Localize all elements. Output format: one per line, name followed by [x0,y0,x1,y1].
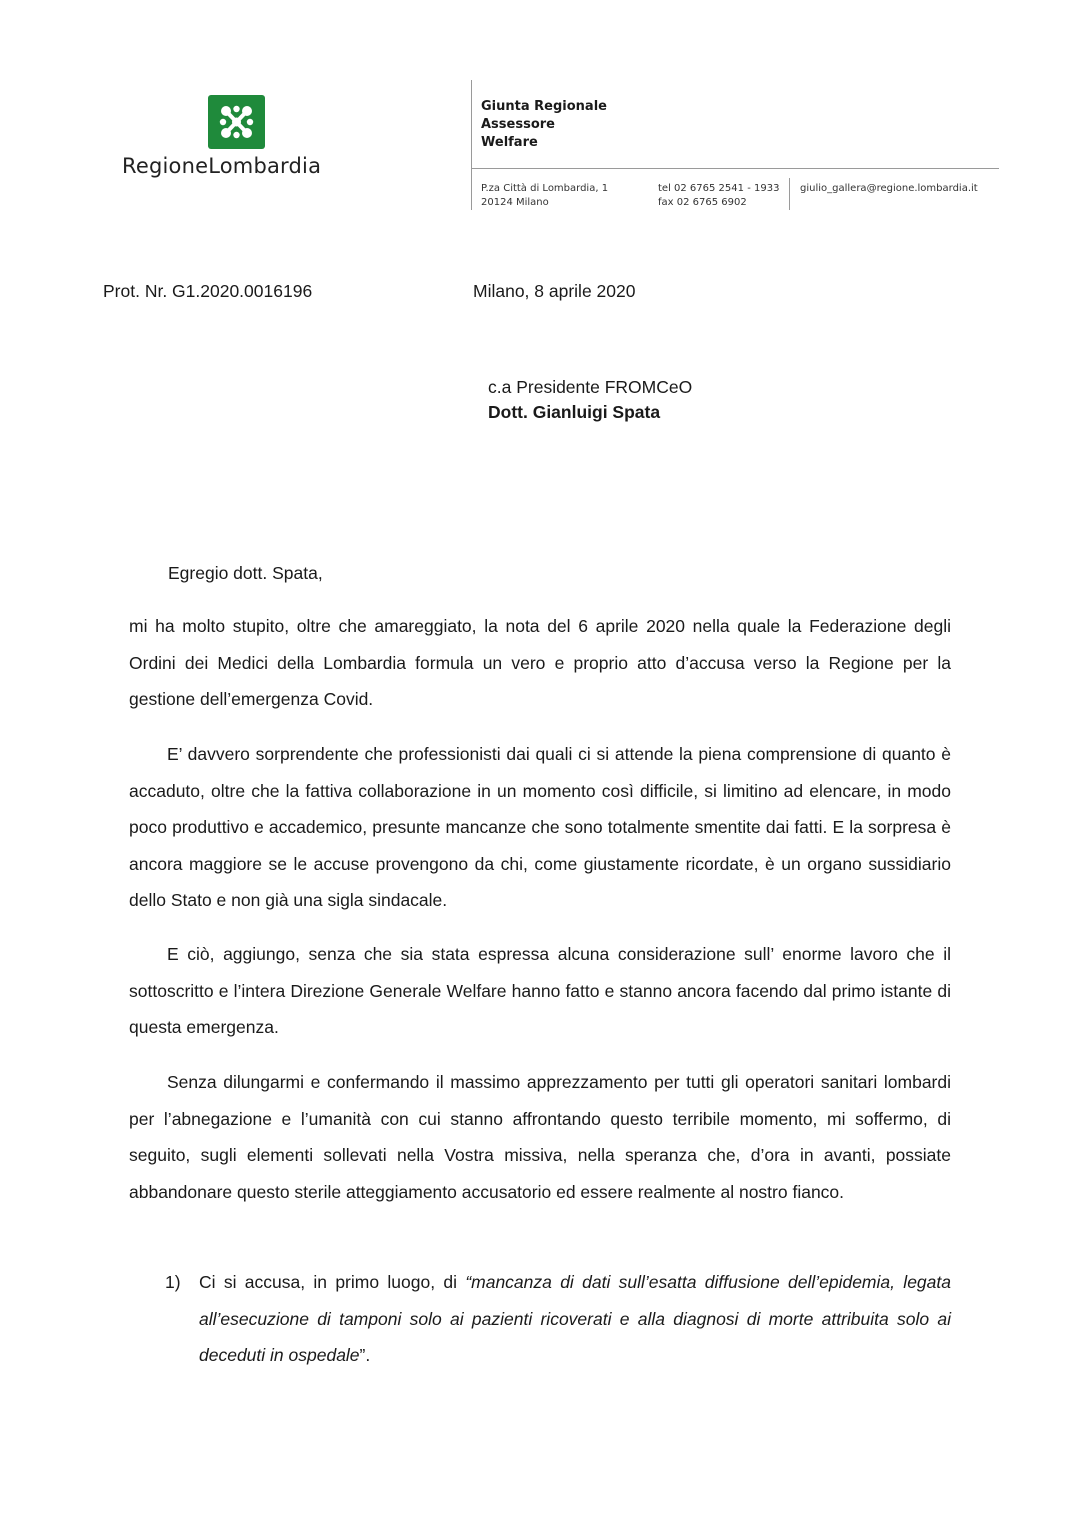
phone-line: tel 02 6765 2541 - 1933 [658,183,780,194]
office-line-welfare: Welfare [481,135,538,150]
recipient-name: Dott. Gianluigi Spata [488,402,661,422]
list-item-1 [199,1264,951,1374]
office-line-assessore: Assessore [481,117,555,132]
email-link[interactable]: giulio_gallera@regione.lombardia.it [800,183,978,194]
regione-lombardia-logo-icon [208,95,265,149]
header-divider-horizontal [471,168,999,169]
office-line-giunta: Giunta Regionale [481,99,607,114]
contact-email[interactable] [800,182,978,196]
rosa-camuna-icon [208,95,265,149]
logo-wordmark: RegioneLombardia [122,154,322,178]
contact-address [481,182,608,210]
list-item-number: 1) [165,1272,181,1292]
fax-line: fax 02 6765 6902 [658,197,747,208]
header-divider-vertical [471,80,472,210]
contact-phones [658,182,779,210]
letter-date: Milano, 8 aprile 2020 [473,281,636,301]
list-item-quote: “mancanza di dati sull’esatta diffusione dell’epidemia, legata all’esecuzione di tamponi solo ai pazienti ricoverati e alla diagnosi di morte attribuita solo ai deceduti in ospedale [199,1272,951,1365]
list-item-lead: Ci si accusa, in primo luogo, di [199,1272,466,1292]
paragraph-1: mi ha molto stupito, oltre che amareggiato, la nota del 6 aprile 2020 nella quale la Federazione degli Ordini dei Medici della Lombardia formula un vero e proprio atto d’accusa verso la Regione per la gestione dell’emergenza Covid. [129,616,951,709]
salutation: Egregio dott. Spata, [168,563,323,583]
address-line-street: P.za Città di Lombardia, 1 [481,183,609,194]
paragraph-4: Senza dilungarmi e confermando il massimo apprezzamento per tutti gli operatori sanitari lombardi per l’abnegazione e l’umanità con cui stanno affrontando questo terribile momento, mi soffermo, di seguito, sugli elementi sollevati nella Vostra missiva, nella speranza che, d’ora in avanti, possiate abbandonare questo sterile atteggiamento accusatorio ed essere realmente al nostro fianco. [129,1072,951,1202]
protocol-number: Prot. Nr. G1.2020.0016196 [103,281,313,301]
contact-divider [789,178,790,210]
recipient-block [488,375,692,425]
recipient-line: c.a Presidente FROMCeO [488,377,693,397]
office-block [481,98,607,152]
list-item-tail: ”. [359,1345,371,1365]
address-line-city: 20124 Milano [481,197,549,208]
paragraph-3: E ciò, aggiungo, senza che sia stata espressa alcuna considerazione sull’ enorme lavoro che il sottoscritto e l’intera Direzione Generale Welfare hanno fatto e stanno ancora facendo dal primo istante di questa emergenza. [129,944,951,1037]
paragraph-2: E’ davvero sorprendente che professionisti dai quali ci si attende la piena comprensione di quanto è accaduto, oltre che la fattiva collaborazione in un momento così difficile, si limitino ad elencare, in modo poco produttivo e accademico, presunte mancanze che sono totalmente smentite dai fatti. E la sorpresa è ancora maggiore se le accuse provengono da chi, come giustamente ricordate, è un organo sussidiario dello Stato e non già una sigla sindacale. [129,744,951,910]
